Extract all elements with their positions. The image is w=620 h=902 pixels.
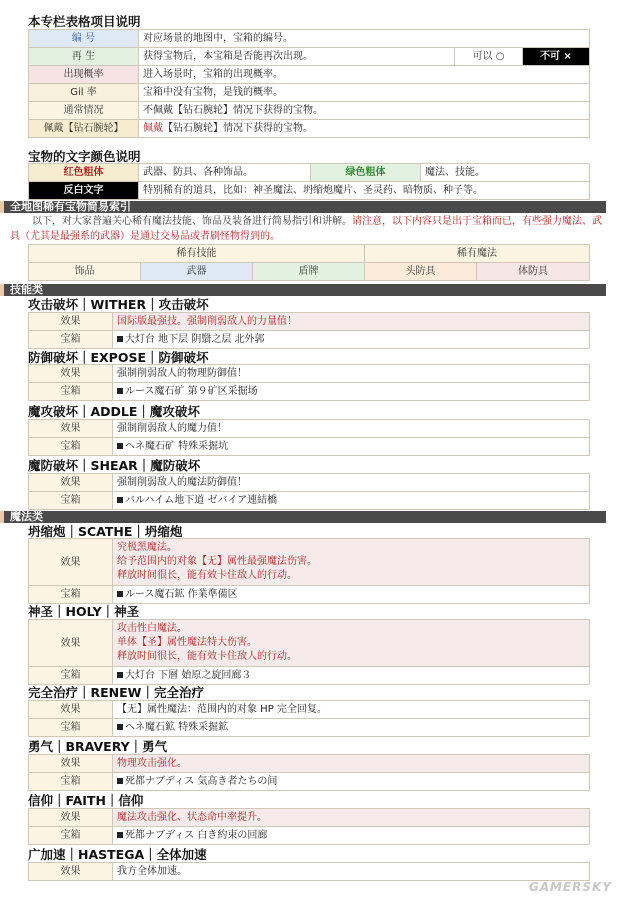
item-effect <box>113 620 590 667</box>
item-table <box>28 619 590 685</box>
legend-desc: 进入场景时，宝箱的出现概率。 <box>139 66 590 84</box>
section-bar-magic: 魔法类 <box>0 511 606 523</box>
item-table <box>28 700 590 737</box>
effect-line: 攻击性白魔法。 <box>117 623 187 634</box>
chest-square-icon <box>117 832 123 838</box>
field-effect: 效果 <box>29 539 113 586</box>
index-table <box>28 244 590 281</box>
index-note-warning: 请注意，以下内容只是出于宝箱而已，有些强力魔法、武具（尤其是最强系的武器）是通过交易品或者刷怪物得到的。 <box>10 216 602 242</box>
index-note <box>10 214 606 244</box>
desc-red-part: 佩戴 <box>143 123 163 134</box>
table-row <box>29 365 590 383</box>
field-chest: 宝箱 <box>29 331 113 349</box>
green-bold-desc: 魔法、技能。 <box>421 164 590 182</box>
item-chest <box>113 438 590 456</box>
field-chest: 宝箱 <box>29 827 113 845</box>
red-bold-label: 红色粗体 <box>29 164 139 182</box>
chest-square-icon <box>117 778 123 784</box>
table-row <box>29 586 590 604</box>
table-row <box>29 120 590 138</box>
table-row <box>29 863 590 881</box>
effect-line: 究极黑魔法。 <box>117 542 177 553</box>
item-effect: 强制削弱敌人的魔法防御值！ <box>113 474 590 492</box>
item-effect: 【无】属性魔法：范围内的对象 HP 完全回复。 <box>113 701 590 719</box>
item-title: 魔攻破坏｜ADDLE｜魔攻破坏 <box>28 404 200 419</box>
table-row <box>29 438 590 456</box>
chest-location: 死都ナブディス 白き約束の回廊 <box>125 830 268 841</box>
item-chest <box>113 827 590 845</box>
table-row <box>29 66 590 84</box>
field-effect: 效果 <box>29 755 113 773</box>
chest-location: バルハイム地下道 ゼバイア連結橋 <box>125 495 278 506</box>
item-effect: 物理攻击强化。 <box>113 755 590 773</box>
item-table <box>28 473 590 510</box>
field-effect: 效果 <box>29 620 113 667</box>
table-row <box>29 773 590 791</box>
item-chest <box>113 383 590 401</box>
item-effect: 我方全体加速。 <box>113 863 590 881</box>
legend-label: 佩戴【钻石腕轮】 <box>29 120 139 138</box>
field-chest: 宝箱 <box>29 586 113 604</box>
legend-table <box>28 29 590 138</box>
index-cat-shield: 盾牌 <box>253 263 365 281</box>
table-row <box>29 420 590 438</box>
table-row <box>29 30 590 48</box>
option-yes: 可以 ○ <box>455 48 523 66</box>
item-table <box>28 419 590 456</box>
table-row <box>29 164 590 182</box>
chest-location: 死都ナブディス 気高き者たちの间 <box>125 776 278 787</box>
table-row <box>29 827 590 845</box>
table-row <box>29 809 590 827</box>
field-effect: 效果 <box>29 365 113 383</box>
field-effect: 效果 <box>29 474 113 492</box>
effect-line: 给予范围内的对象【无】属性最强魔法伤害。 <box>117 556 317 567</box>
index-cat-body: 体防具 <box>477 263 590 281</box>
index-head-magic: 稀有魔法 <box>365 245 590 263</box>
legend-desc: 获得宝物后，本宝箱是否能再次出现。 <box>139 48 455 66</box>
table-row <box>29 263 590 281</box>
table-row <box>29 245 590 263</box>
legend-desc: 不佩戴【钻石腕轮】情况下获得的宝物。 <box>139 102 590 120</box>
table-row <box>29 48 590 66</box>
item-chest <box>113 586 590 604</box>
legend-desc <box>139 120 590 138</box>
chest-location: ルース魔石矿 第９矿区采掘场 <box>125 386 258 397</box>
inverse-desc: 特别稀有的道具，比如：神圣魔法、坍缩炮魔片、圣灵药、暗物质、种子等。 <box>139 182 590 200</box>
field-chest: 宝箱 <box>29 667 113 685</box>
chest-square-icon <box>117 388 123 394</box>
index-head-skills: 稀有技能 <box>29 245 365 263</box>
field-chest: 宝箱 <box>29 773 113 791</box>
item-effect: 魔法攻击强化、状态命中率提升。 <box>113 809 590 827</box>
chest-square-icon <box>117 497 123 503</box>
red-bold-desc: 武器、防具、各种饰品。 <box>139 164 311 182</box>
item-title: 神圣｜HOLY｜神圣 <box>28 604 140 619</box>
item-title: 完全治疗｜RENEW｜完全治疗 <box>28 685 204 700</box>
chest-square-icon <box>117 672 123 678</box>
item-table <box>28 808 590 845</box>
legend-label: 通常情况 <box>29 102 139 120</box>
field-effect: 效果 <box>29 809 113 827</box>
table-row <box>29 492 590 510</box>
legend-label: 再 生 <box>29 48 139 66</box>
chest-location: 大灯台 地下层 阴翳之层 北外郭 <box>125 334 265 345</box>
table-row <box>29 383 590 401</box>
chest-square-icon <box>117 591 123 597</box>
legend-desc: 宝箱中没有宝物，是钱的概率。 <box>139 84 590 102</box>
table-row <box>29 331 590 349</box>
item-title: 勇气｜BRAVERY｜勇气 <box>28 739 168 754</box>
table-row <box>29 182 590 200</box>
effect-line: 释放时间很长，能有效卡住敌人的行动。 <box>117 570 297 581</box>
section-bar-index: 全地图稀有宝物简易索引 <box>0 201 606 213</box>
field-chest: 宝箱 <box>29 383 113 401</box>
colors-legend-title: 宝物的文字颜色说明 <box>28 149 141 164</box>
table-row <box>29 102 590 120</box>
field-effect: 效果 <box>29 420 113 438</box>
effect-line: 释放时间很长，能有效卡住敌人的行动。 <box>117 651 297 662</box>
chest-location: 大灯台 下層 始原之旋回廊３ <box>125 670 252 681</box>
item-effect <box>113 539 590 586</box>
legend-desc: 对应场景的地图中，宝箱的编号。 <box>139 30 590 48</box>
field-chest: 宝箱 <box>29 719 113 737</box>
chest-location: ヘネ魔石矿 特殊采掘坑 <box>125 441 229 452</box>
table-row <box>29 701 590 719</box>
item-title: 信仰｜FAITH｜信仰 <box>28 793 144 808</box>
chest-square-icon <box>117 443 123 449</box>
chest-square-icon <box>117 336 123 342</box>
item-effect: 国际版最强技。强制削弱敌人的力量值！ <box>113 313 590 331</box>
desc-rest: 【钻石腕轮】情况下获得的宝物。 <box>163 123 313 134</box>
item-title: 防御破坏｜EXPOSE｜防御破坏 <box>28 350 209 365</box>
legend-label: 出现概率 <box>29 66 139 84</box>
table-row <box>29 667 590 685</box>
green-bold-label: 绿色粗体 <box>311 164 421 182</box>
item-effect: 强制削弱敌人的物理防御值！ <box>113 365 590 383</box>
item-chest <box>113 492 590 510</box>
table-row <box>29 620 590 667</box>
table-row <box>29 539 590 586</box>
effect-line: 单体【圣】属性魔法特大伤害。 <box>117 637 257 648</box>
field-chest: 宝箱 <box>29 492 113 510</box>
chest-square-icon <box>117 724 123 730</box>
index-cat-accessory: 饰品 <box>29 263 141 281</box>
item-effect: 强制削弱敌人的魔力值！ <box>113 420 590 438</box>
item-title: 广加速｜HASTEGA｜全体加速 <box>28 847 207 862</box>
table-row <box>29 719 590 737</box>
legend-label: 编 号 <box>29 30 139 48</box>
item-table <box>28 862 590 881</box>
item-title: 攻击破坏｜WITHER｜攻击破坏 <box>28 297 209 312</box>
index-note-text: 以下，对大家普遍关心稀有魔法技能、饰品及装备进行简易指引和讲解。 <box>32 216 352 227</box>
item-chest <box>113 331 590 349</box>
item-title: 坍缩炮｜SCATHE｜坍缩炮 <box>28 524 183 539</box>
table-row <box>29 84 590 102</box>
item-chest <box>113 773 590 791</box>
index-cat-head: 头防具 <box>365 263 477 281</box>
item-table <box>28 754 590 791</box>
field-effect: 效果 <box>29 701 113 719</box>
table-row <box>29 474 590 492</box>
chest-location: ルース魔石鉱 作業準備区 <box>125 589 238 600</box>
item-chest <box>113 719 590 737</box>
index-cat-weapon: 武器 <box>141 263 253 281</box>
table-row <box>29 313 590 331</box>
item-chest <box>113 667 590 685</box>
legend-label: Gil 率 <box>29 84 139 102</box>
watermark-logo: GAMERSKY <box>528 880 612 894</box>
colors-legend-table <box>28 163 590 200</box>
legend-title: 本专栏表格项目说明 <box>28 14 141 29</box>
item-title: 魔防破坏｜SHEAR｜魔防破坏 <box>28 458 201 473</box>
item-table <box>28 364 590 401</box>
item-table <box>28 312 590 349</box>
field-chest: 宝箱 <box>29 438 113 456</box>
table-row <box>29 755 590 773</box>
inverse-label: 反白文字 <box>29 182 139 200</box>
field-effect: 效果 <box>29 313 113 331</box>
option-no: 不可 × <box>523 48 590 66</box>
item-table <box>28 538 590 604</box>
chest-location: ヘネ魔石鉱 特殊采掘鉱 <box>125 722 229 733</box>
section-bar-skills: 技能类 <box>0 284 606 296</box>
field-effect: 效果 <box>29 863 113 881</box>
